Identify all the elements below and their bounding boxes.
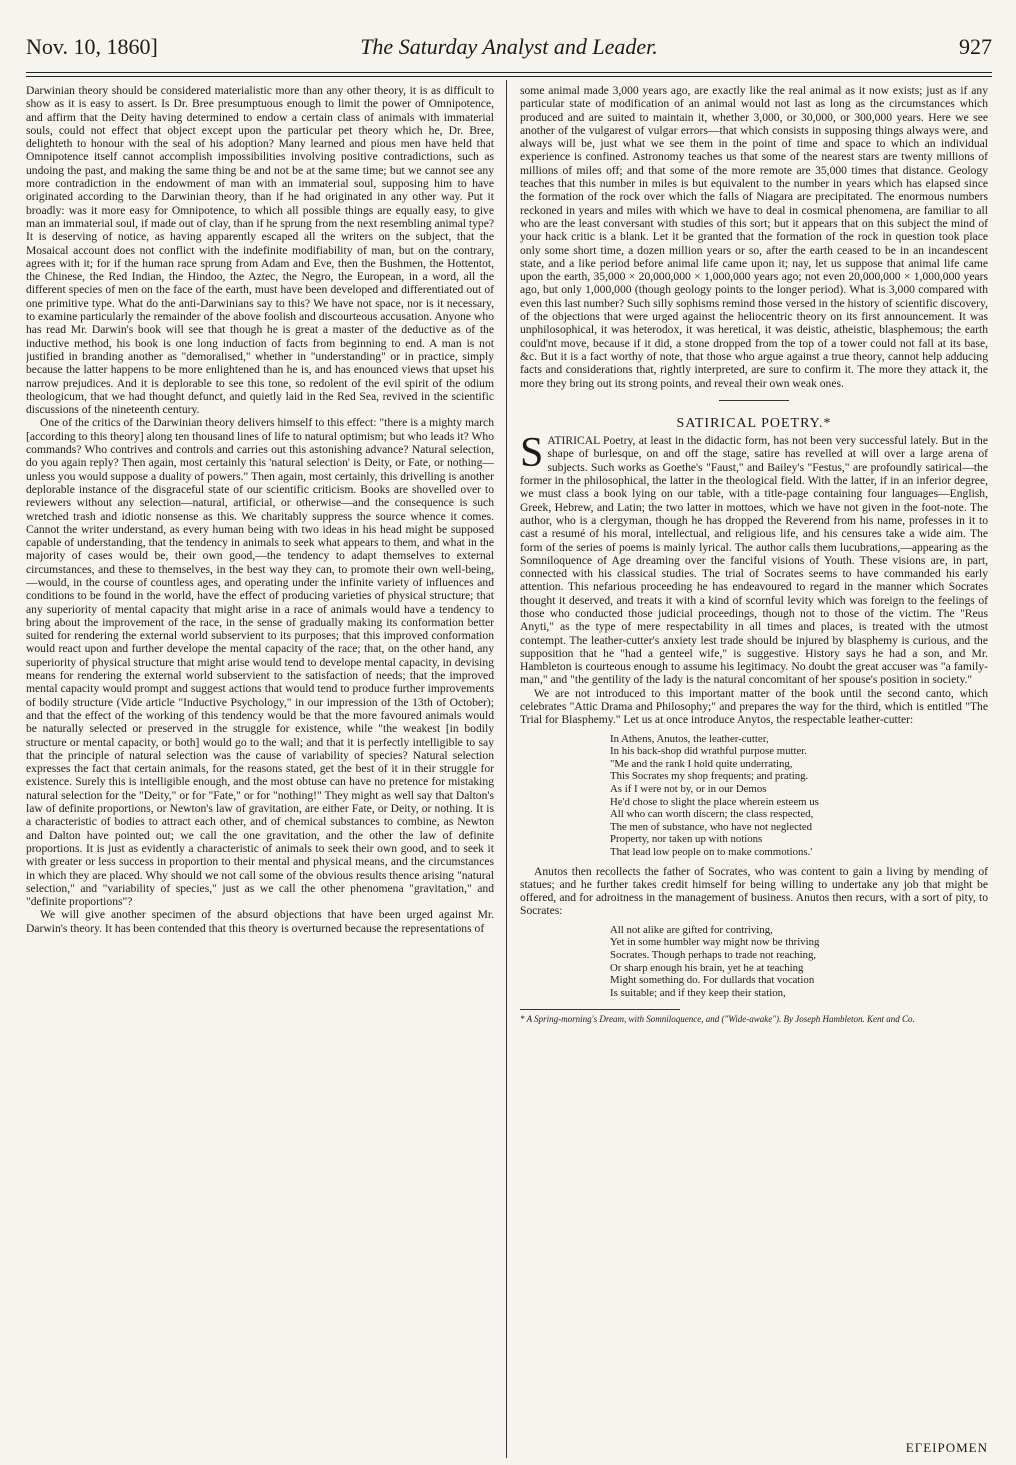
header-title: The Saturday Analyst and Leader. (360, 34, 658, 59)
right-column (520, 84, 988, 1456)
verse-line: In Athens, Anutos, the leather-cutter, (610, 732, 769, 745)
verse-line: He'd chose to slight the place wherein esteem us (610, 795, 819, 808)
right-paragraph-1: some animal made 3,000 years ago, are exactly like the real animal as it now exists; just as if any particular state of modification of an animal would not last as long as the circumstances which produced and are suited to maintain it, whether 3,000, or 30,000, or 300,000 years. Here we see another of the vulgarest of vulgar errors—that which consists in supposing things always were, and always will be, just what we see them in the point of time and space to which an individual experience is confined. Astronomy teaches us that some of the nearest stars are twenty millions of millions of miles off; and that some of the more remote are 35,000 times that distance. Geology teaches that this number in miles is but equivalent to the number in years which has elapsed since the formation of the rock over which the falls of Niagara are precipitated. The enormous numbers reckoned in years and miles with which we have to deal in cosmical phenomena, are familiar to all who are the least conversant with studies of this sort; but it appears that on this subject the mind of your hack critic is a blank. Let it be granted that the formation of the rock in question took place only some short time, a dozen million years or so, after the earth ceased to be in an incandescent state, and a like period before animal life came upon it; nay, let us suppose that animal life came upon the earth, 35,000 × 20,000,000 × 1,000,000 years ago; not even 20,000,000 × 1,000,000 years ago, but only 1,000,000 (though geology points to the longer period). What is 3,000 compared with even this last number? Such silly sophisms remind those versed in the history of scientific discovery, of the objections that were urged against the heliocentric theory on its first announcement. It was unphilosophical, it was heterodox, it was heretical, it was deistic, atheistic, blasphemous; the earth could'nt move, because if it did, a stone dropped from the top of a tower could not fall at its base, &c. But it is a fact worthy of note, that those who argue against a true theory, cannot help adducing facts and considerations that, rightly interpreted, are sure to confirm it. The more they attack it, the more they bring out its strong points, and reveal their own weak ones. (520, 84, 988, 390)
catchword: ΕΓΕΙΡΟΜΕΝ (905, 1439, 988, 1455)
right-paragraph-2 (520, 430, 988, 687)
verse-block-1 (610, 733, 988, 859)
verse-line: Is suitable; and if they keep their station, (610, 986, 786, 999)
footnote: * A Spring-morning's Dream, with Somniloquence, and ("Wide-awake"). By Joseph Hambleton. Kent and Co. (520, 1014, 915, 1025)
verse-line: In his back-shop did wrathful purpose mutter. (610, 745, 808, 758)
verse-line: Or sharp enough his brain, yet he at teaching (610, 961, 804, 974)
verse-line: The men of substance, who have not neglected (610, 820, 813, 833)
right-paragraph-3: We are not introduced to this important matter of the book until the second canto, which celebrates "Attic Drama and Philosophy;" and prepares the way for the third, which is entitled "The Trial for Blasphemy." Let us at once introduce Anytos, the respectable leather-cutter: (520, 686, 988, 727)
drop-cap: S (520, 430, 544, 477)
header-rule-top (26, 72, 992, 73)
section-title: SATIRICAL POETRY.* (676, 415, 832, 431)
verse-line: All not alike are gifted for contriving, (610, 923, 773, 936)
left-paragraph-1: Darwinian theory should be considered materialistic more than any other theory, it is as difficult to show as it is easy to assert. Is Dr. Bree presumptuous enough to limit the power of Omnipotence, and affirm that the Deity having determined to endow a certain class of animals with immaterial souls, could not effect that object except upon the particular pet theory which he, Dr. Bree, delighteth to honour with the seal of his adoption? Many learned and pious men have held that Omnipotence itself cannot accomplish impossibilities involving positive contradictions, such as undoing the past, and making the same thing be and not be at the same time; but we cannot see any more contradiction in the endowment of man with an immaterial soul, supposing him to have originated according to the Darwinian theory, than if he had originated in any other way. Put it broadly: was it more easy for Omnipotence, to which all possible things are equally easy, to give man an immaterial soul, if made out of clay, than if he sprung from the next resembling animal type? It is deserving of notice, as having apparently escaped all the writers on the subject, that the Mosaical account does not conflict with the indefinite modifiability of man, but on the contrary, agrees with it; for if the human race sprung from Adam and Eve, then the Bushmen, the Hottentot, the Chinese, the Red Indian, the Hindoo, the Aztec, the Negro, the European, in a word, all the different species of men on the face of the earth, must have been developed and differentiated out of one primitive type. What do the anti-Darwinians say to this? We have not space, nor is it necessary, to examine particularly the remainder of the above foolish and discourteous accusation. Anyone who has read Mr. Darwin's book will see that though he is great a master of the deductive as of the inductive method, his book is one long induction of facts from beginning to end. A man is not justified in branding another as "demoralised," whether in "understanding" or in practice, simply because the latter happens to be more enlightened than he is, and has enounced views that upset his narrow prejudices. And it is deplorable to see this tone, so redolent of the evil spirit of the odium theologicum, that we had thought defunct, and quietly laid in the Red Sea, revived in the scientific discussions of the nineteenth century. (26, 84, 494, 417)
footnote-rule (520, 1009, 680, 1010)
page-number: 927 (959, 34, 992, 59)
header-date: Nov. 10, 1860] (26, 34, 158, 59)
verse-line: Socrates. Though perhaps to trade not reaching, (610, 948, 817, 961)
verse-line: That lead low people on to make commotions.' (610, 846, 813, 858)
left-column (26, 84, 494, 1456)
verse-block-2 (610, 924, 988, 1000)
verse-line: Property, nor taken up with notions (610, 833, 763, 846)
verse-line: "Me and the rank I hold quite underrating, (610, 757, 793, 770)
left-paragraph-2: One of the critics of the Darwinian theory delivers himself to this effect: "there is a mighty march [according to this theory] along ten thousand lines of life to natural optimism; but who leads it? Who commands? Who contrives and controls and carries out this astonishing advance? Natural selection, do you again reply? Then again, most certainly this 'natural selection' is Deity, or Fate, or nothing—unless you would suppose a duality of powers." Then again, most certainly, this drivelling is another deplorable instance of the disgraceful state of our scientific criticism. Books are shovelled over to reviewers without any selection—natural, artificial, or otherwise—and the consequence is such wretched trash and idiotic nonsense as this. We charitably suppress the source whence it comes. Cannot the writer understand, as every human being with two ideas in his head might be supposed capable of understanding, that the tendency in animals to seek what appears to them, and what in the majority of cases would be, their own good,—the tendency to adapt themselves to external circumstances, and these to themselves, in the best way they can, to promote their own well-being,—would, in the course of countless ages, and operating under the infinite variety of influences and conditions to be found in the world, have the effect of producing varieties of physical structure; that any superiority of mental capacity that might arise in a race of animals would have a tendency to bring about the improvement of the race, in the sense of gradually making its conformation better suited for rendering the external world subservient to its purposes; that this improved conformation would react upon and further develope the mental capacity of the race; that, on the other hand, any superiority of physical structure that might arise would tend to develope mental capacity, in devising means for rendering the external world subservient to the satisfaction of needs; that the improved mental capacity would prompt and suggest actions that would tend to produce further improvements of bodily structure (Vide article "Inductive Psychology," in our impression of the 13th of October); and that the effect of the working of this tendency would be that the more favoured animals would be naturally selected or preserved in the struggle for existence, while "the weakest [in bodily structure or mental capacity, or both] would go to the wall; and that it is perfectly intelligible to say that the principle of natural selection was the cause of variability of species? Natural selection expresses the fact that certain animals, for the reasons stated, get the best of it in their struggle for existence. Surely this is intelligible enough, and the most obtuse can have no pretence for mistaking natural selection for the "Deity," or for "Fate," or for "nothing!" They might as well say that Dalton's law of definite proportions, or Newton's law of gravitation, are either Fate, or Deity, or nothing. It is a characteristic of bodies to attract each other, and of chemical substances to combine, as Newton and Dalton have pointed out; we call the one gravitation, and the other the law of definite proportions. It is just as evidently a characteristic of animals to seek their own good, and to seek it with greater or less success in proportion to their mental and physical means, and the circumstances in which they are placed. Why should we not call some of the obvious results thence arising "natural selection," and "variability of species," just as we call the other phenomena "gravitation," and "definite proportions"? (26, 416, 494, 909)
verse-line: This Socrates my shop frequents; and prating. (610, 770, 809, 783)
verse-line: As if I were not by, or in our Demos (610, 783, 767, 796)
header-rule-bottom (26, 76, 992, 77)
section-divider (719, 400, 789, 401)
right-paragraph-4: Anutos then recollects the father of Socrates, who was content to gain a living by mending of statues; and he further takes credit himself for being willing to undertake any job that might be offered, and for adroitness in the management of business. Anutos then recurs, with a sort of pity, to Socrates: (520, 864, 988, 918)
page-header (26, 34, 992, 64)
verse-line: Yet in some humbler way might now be thriving (610, 936, 820, 949)
left-paragraph-3: We will give another specimen of the absurd objections that have been urged against Mr. Darwin's theory. It has been contended that this theory is overturned because the representations of (26, 908, 494, 935)
right-paragraph-2-text: ATIRICAL Poetry, at least in the didactic form, has not been very successful lately. But in the shape of burlesque, on and off the stage, satire has revelled at will over a large arena of subjects. Such works as Goethe's "Faust," and Bailey's "Festus," are profoundly satirical—the former in the philosophical, the latter in the theological field. With the latter, if in an inferior degree, we must class a book lying on our table, with a title-page containing four languages—English, Greek, Hebrew, and Latin; the two latter in mottoes, which we have not given in the foot-note. The author, who is a clergyman, though he has dropped the Reverend from his name, professes in it to cast a resumé of his moral, intellectual, and religious life, and his censures take a wide aim. The form of the series of poems is mainly lyrical. The author calls them lucubrations,—appearing as the Somniloquence of Age dreaming over the fanciful visions of Youth. These visions are, in part, connected with his classical studies. The trial of Socrates seems to have commanded his early attention. This nefarious proceeding he has endeavoured to regard in the manner which Socrates thought it deserved, and treats it with a kind of scornful levity which was foreign to the feelings of those who conducted those judicial proceedings, though not to those of the victim. The "Reus Anyti," as the type of mere respectability in all times and places, is treated with the utmost contempt. The leather-cutter's anxiety lest trade should be injured by blasphemy is curious, and the supposition that he "had a genteel wife," is suggestive. History says he had a son, and Mr. Hambleton is courteous enough to assume his legitimacy. No doubt the great accuser was "a family-man," and "the gentility of the lady is the natural concomitant of her spouse's position in society." (520, 434, 988, 687)
verse-line: All who can worth discern; the class respected, (610, 808, 814, 821)
verse-line: Might something do. For dullards that vocation (610, 974, 815, 987)
column-divider (506, 80, 507, 1458)
